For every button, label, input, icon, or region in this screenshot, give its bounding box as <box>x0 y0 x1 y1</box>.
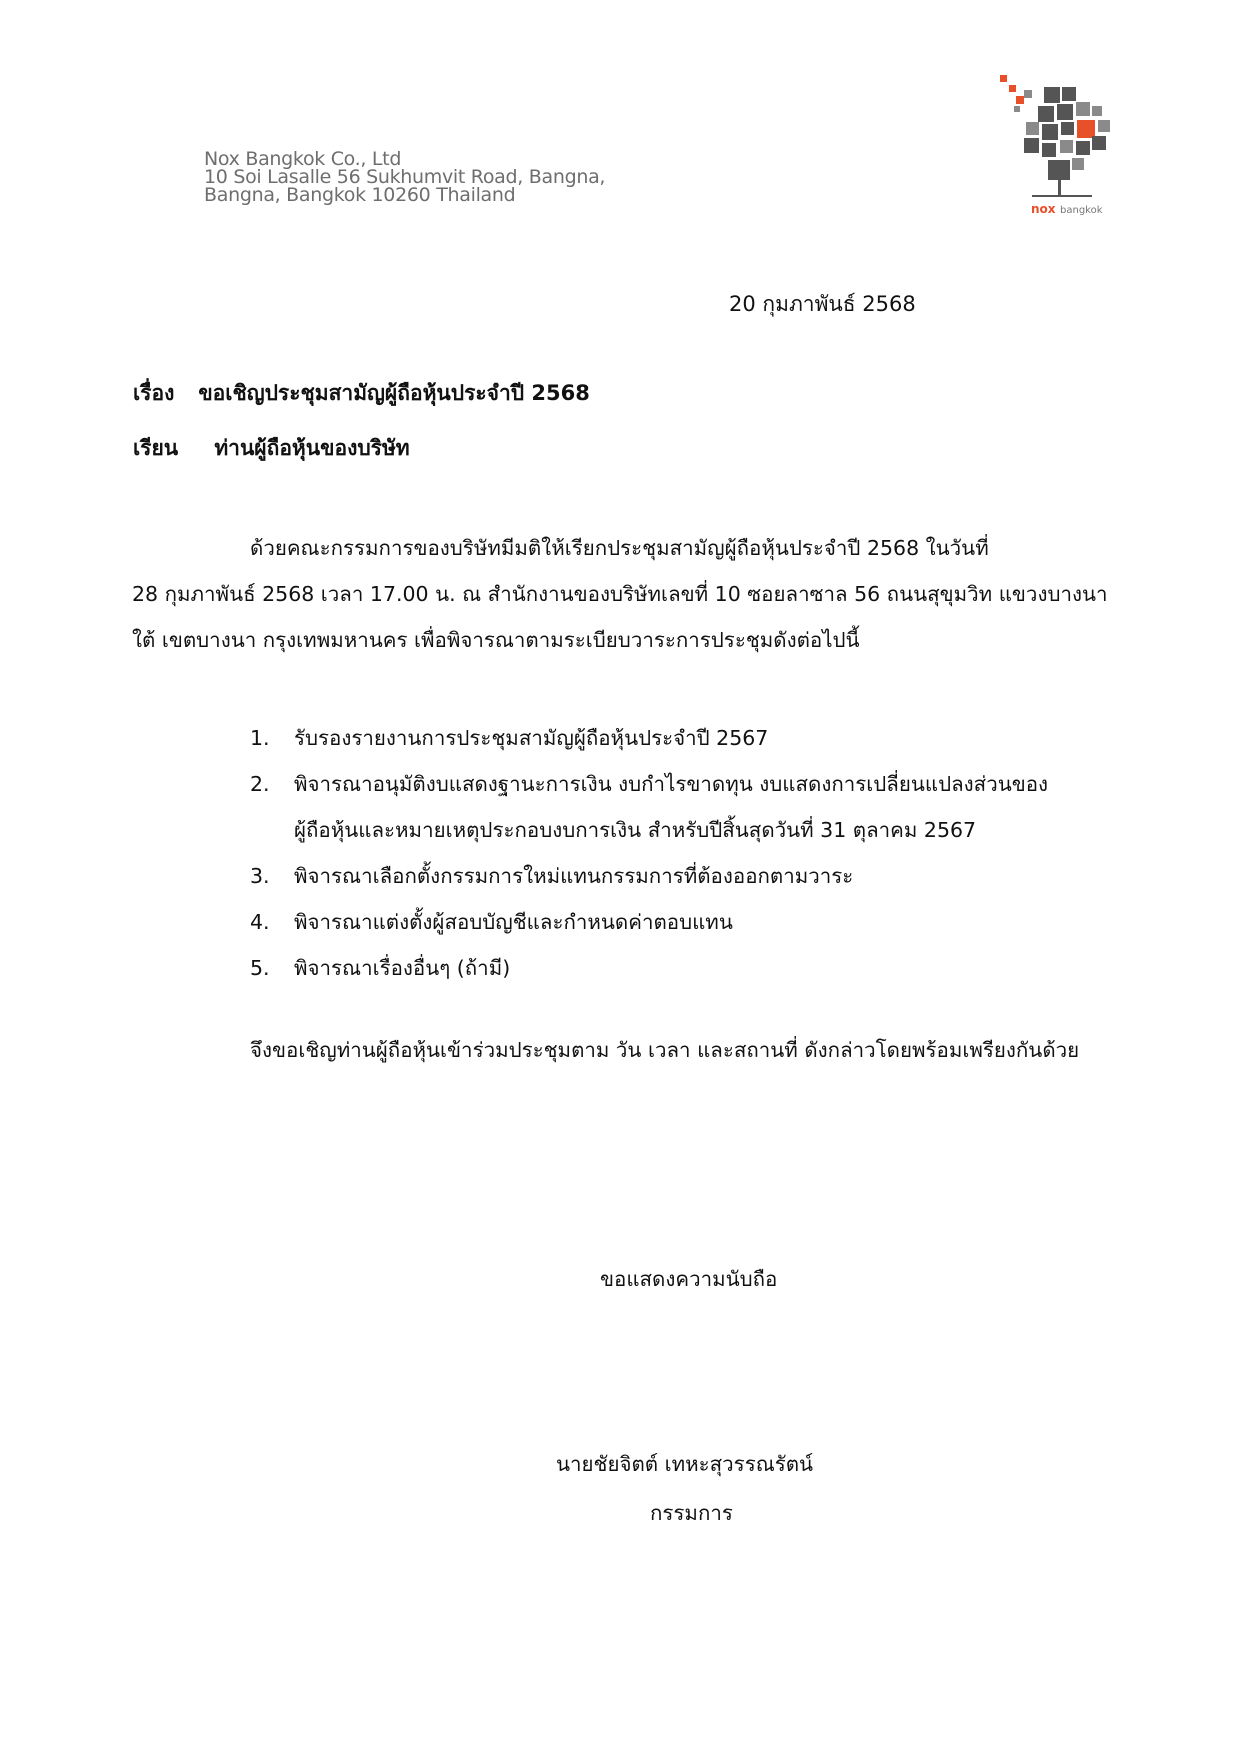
nox-bangkok-tree-logo-icon <box>1000 70 1130 220</box>
agenda-item-text: พิจารณาเรื่องอื่นๆ (ถ้ามี) <box>294 956 511 980</box>
agenda-item-number: 4. <box>250 910 270 934</box>
agenda-list <box>250 715 1150 991</box>
logo-brand-bold: nox <box>1031 202 1056 216</box>
agenda-item <box>250 853 1150 899</box>
logo-brand-light: bangkok <box>1060 205 1103 216</box>
agenda-item-text: พิจารณาเลือกตั้งกรรมการใหม่แทนกรรมการที่ต้องออกตามวาระ <box>294 864 854 888</box>
recipient-text: ท่านผู้ถือหุ้นของบริษัท <box>214 436 410 460</box>
subject-label: เรื่อง <box>133 381 175 405</box>
agenda-item-number: 2. <box>250 772 270 796</box>
agenda-item <box>250 899 1150 945</box>
subject-text: ขอเชิญประชุมสามัญผู้ถือหุ้นประจำปี 2568 <box>198 381 590 405</box>
body-paragraph-line-1: ด้วยคณะกรรมการของบริษัทมีมติให้เรียกประชุมสามัญผู้ถือหุ้นประจำปี 2568 ในวันที่ <box>250 536 989 560</box>
company-address-line2: Bangna, Bangkok 10260 Thailand <box>204 184 516 206</box>
closing-paragraph: จึงขอเชิญท่านผู้ถือหุ้นเข้าร่วมประชุมตาม วัน เวลา และสถานที่ ดังกล่าวโดยพร้อมเพรียงกันด้วย <box>250 1038 1080 1062</box>
company-address-line1: 10 Soi Lasalle 56 Sukhumvit Road, Bangna, <box>204 166 606 188</box>
agenda-item-text: พิจารณาแต่งตั้งผู้สอบบัญชีและกำหนดค่าตอบแทน <box>294 910 733 934</box>
agenda-item <box>250 715 1150 761</box>
company-address-block <box>204 150 664 204</box>
recipient-label: เรียน <box>133 436 179 460</box>
body-paragraph-line-2: 28 กุมภาพันธ์ 2568 เวลา 17.00 น. ณ สำนักงานของบริษัทเลขที่ 10 ซอยลาซาล 56 ถนนสุขุมวิท แขวงบางนา <box>132 582 1108 606</box>
subject-line <box>133 377 590 410</box>
recipient-line <box>133 432 410 465</box>
agenda-item-number: 1. <box>250 726 270 750</box>
regards-text: ขอแสดงความนับถือ <box>600 1267 778 1291</box>
nox-bangkok-logo <box>1000 70 1130 220</box>
letter-date: 20 กุมภาพันธ์ 2568 <box>729 292 916 316</box>
agenda-item-text-continued: ผู้ถือหุ้นและหมายเหตุประกอบงบการเงิน สำหรับปีสิ้นสุดวันที่ 31 ตุลาคม 2567 <box>294 818 977 842</box>
company-name: Nox Bangkok Co., Ltd <box>204 148 402 170</box>
agenda-item-text: พิจารณาอนุมัติงบแสดงฐานะการเงิน งบกำไรขาดทุน งบแสดงการเปลี่ยนแปลงส่วนของ <box>294 772 1049 796</box>
agenda-item <box>250 761 1150 853</box>
agenda-item-number: 3. <box>250 864 270 888</box>
signer-title: กรรมการ <box>650 1501 733 1525</box>
agenda-item-text: รับรองรายงานการประชุมสามัญผู้ถือหุ้นประจำปี 2567 <box>294 726 769 750</box>
agenda-item <box>250 945 1150 991</box>
body-paragraph-line-3: ใต้ เขตบางนา กรุงเทพมหานคร เพื่อพิจารณาตามระเบียบวาระการประชุมดังต่อไปนี้ <box>132 628 860 652</box>
agenda-item-number: 5. <box>250 956 270 980</box>
signer-name: นายชัยจิตต์ เทหะสุวรรณรัตน์ <box>556 1452 814 1476</box>
